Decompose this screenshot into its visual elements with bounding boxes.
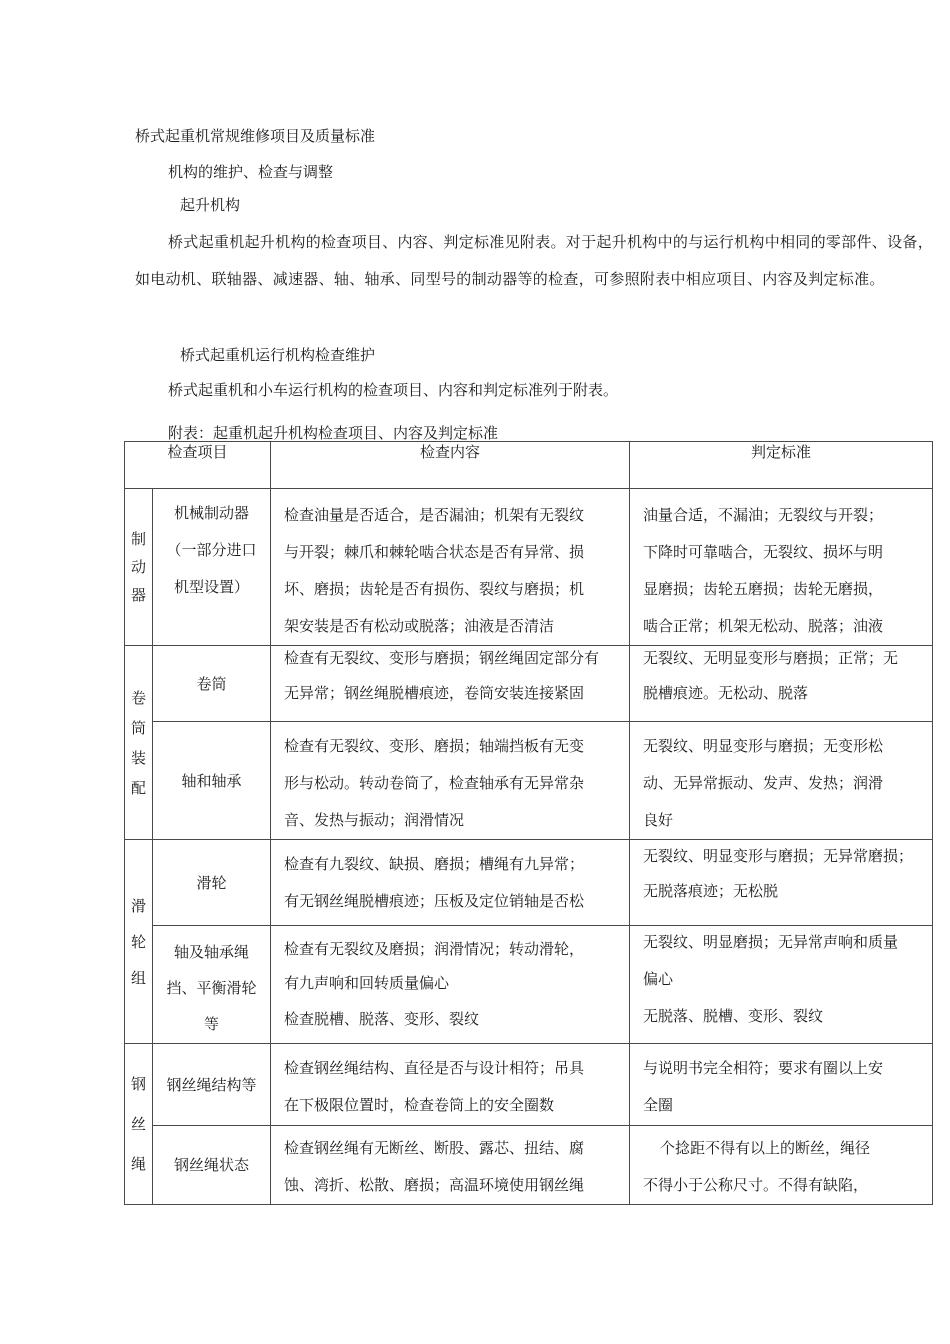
standard-wire-rope-structure: 与说明书完全相符；要求有圈以上安 全圈 (630, 1044, 933, 1126)
item-wire-rope-condition: 钢丝绳状态 (153, 1126, 271, 1205)
group-label-wire-rope: 钢 丝 绳 (125, 1044, 153, 1205)
header-content: 检查内容 (271, 442, 630, 489)
header-standard: 判定标准 (630, 442, 933, 489)
standard-shaft-bearing: 无裂纹、明显变形与磨损；无变形松 动、无异常振动、发声、发热；润滑 良好 (630, 722, 933, 840)
content-wire-rope-structure: 检查钢丝绳结构、直径是否与设计相符；吊具 在下极限位置时，检查卷筒上的安全圈数 (271, 1044, 630, 1126)
item-mechanical-brake: 机械制动器 （一部分进口 机型设置） (153, 489, 271, 646)
group-label-drum: 卷 筒 装 配 (125, 646, 153, 840)
table-header-row (125, 442, 933, 489)
document-heading: 桥式起重机常规维修项目及质量标准 (135, 127, 376, 145)
item-drum: 卷筒 (153, 646, 271, 722)
content-mechanical-brake: 检查油量是否适合，是否漏油；机架有无裂纹 与开裂；棘爪和棘轮啮合状态是否有异常、损 坏、磨损；齿轮是否有损伤、裂纹与磨损；机 架安装是否有松动或脱落；油液是否清洁 (271, 489, 630, 646)
table-row (125, 489, 933, 646)
inspection-standards-table (124, 441, 933, 1205)
content-shaft-bearing-rope-guard: 检查有无裂纹及磨损；润滑情况；转动滑轮， 有九声响和回转质量偏心 检查脱槽、脱落、变形、裂纹 (271, 926, 630, 1044)
running-paragraph: 桥式起重机和小车运行机构的检查项目、内容和判定标准列于附表。 (168, 381, 619, 399)
content-wire-rope-condition: 检查钢丝绳有无断丝、断股、露芯、扭结、腐 蚀、湾折、松散、磨损；高温环境使用钢丝绳 (271, 1126, 630, 1205)
subsection-lifting-title: 起升机构 (180, 196, 241, 214)
subsection-running-title: 桥式起重机运行机构检查维护 (180, 346, 376, 364)
standard-mechanical-brake: 油量合适，不漏油；无裂纹与开裂； 下降时可靠啮合，无裂纹、损坏与明 显磨损；齿轮五磨损；齿轮无磨损， 啮合正常；机架无松动、脱落；油液 (630, 489, 933, 646)
lifting-paragraph: 桥式起重机起升机构的检查项目、内容、判定标准见附表。对于起升机构中的与运行机构中相同的零部件、设备，如电动机、联轴器、减速器、轴、轴承、同型号的制动器等的检查，可参照附表中相应项目、内容及判定标准。 (135, 233, 934, 288)
content-shaft-bearing: 检查有无裂纹、变形、磨损；轴端挡板有无变 形与松动。转动卷筒了，检查轴承有无异常杂 音、发热与振动；润滑情况 (271, 722, 630, 840)
standard-drum: 无裂纹、无明显变形与磨损；正常；无 脱槽痕迹。无松动、脱落 (630, 646, 933, 722)
table-row (125, 646, 933, 722)
table-row (125, 926, 933, 1044)
table-caption: 附表：起重机起升机构检查项目、内容及判定标准 (168, 424, 499, 442)
item-shaft-bearing-rope-guard: 轴及轴承绳 挡、平衡滑轮 等 (153, 926, 271, 1044)
table-row (125, 840, 933, 926)
table-row (125, 1044, 933, 1126)
item-pulley: 滑轮 (153, 840, 271, 926)
header-item: 检查项目 (125, 442, 271, 489)
standard-shaft-bearing-rope-guard: 无裂纹、明显磨损；无异常声响和质量 偏心 无脱落、脱槽、变形、裂纹 (630, 926, 933, 1044)
group-label-brake: 制 动 器 (125, 489, 153, 646)
standard-pulley: 无裂纹、明显变形与磨损；无异常磨损； 无脱落痕迹；无松脱 (630, 840, 933, 926)
table-row (125, 1126, 933, 1205)
standard-wire-rope-condition: 个捻距不得有以上的断丝，绳径 不得小于公称尺寸。不得有缺陷， (630, 1126, 933, 1205)
table-row (125, 722, 933, 840)
item-shaft-bearing: 轴和轴承 (153, 722, 271, 840)
item-wire-rope-structure: 钢丝绳结构等 (153, 1044, 271, 1126)
content-drum: 检查有无裂纹、变形与磨损；钢丝绳固定部分有 无异常；钢丝绳脱槽痕迹，卷筒安装连接紧固 (271, 646, 630, 722)
section-title: 机构的维护、检查与调整 (168, 163, 334, 181)
group-label-pulley: 滑 轮 组 (125, 840, 153, 1044)
content-pulley: 检查有九裂纹、缺损、磨损；槽绳有九异常； 有无钢丝绳脱槽痕迹；压板及定位销轴是否松 (271, 840, 630, 926)
